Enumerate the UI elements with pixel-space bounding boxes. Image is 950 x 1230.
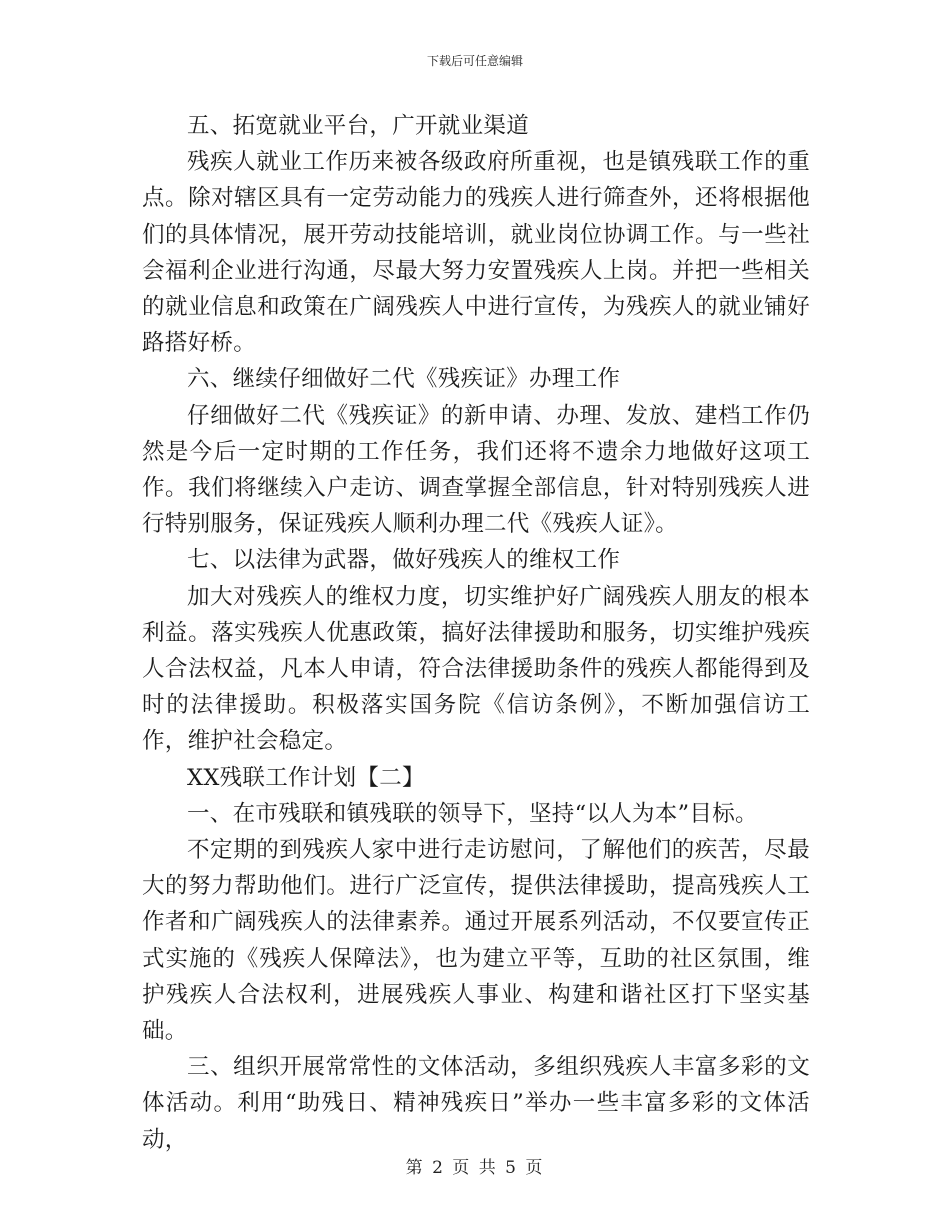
section-heading-7: 七、以法律为武器，做好残疾人的维权工作 [187, 547, 621, 574]
paragraph: 不定期的到残疾人家中进行走访慰问，了解他们的疾苦，尽最大的努力帮助他们。进行广泛宣传，提供法律援助，提高残疾人工作者和广阔残疾人的法律素养。通过开展系列活动，不仅要宣传正式实施的《残疾人保障法》，也为建立平等，互助的社区氛围，维护残疾人合法权利，进展残疾人事业、构建和谐社区打下坚实基础。 [142, 837, 810, 1045]
paragraph: 加大对残疾人的维权力度，切实维护好广阔残疾人朋友的根本利益。落实残疾人优惠政策，搞好法律援助和服务，切实维护残疾人合法权益，凡本人申请，符合法律援助条件的残疾人都能得到及时的法律援助。积极落实国务院《信访条例》，不断加强信访工作，维护社会稳定。 [142, 583, 810, 755]
section-heading-6: 六、继续仔细做好二代《残疾证》办理工作 [187, 366, 621, 393]
document-body [142, 108, 810, 1158]
paragraph: 残疾人就业工作历来被各级政府所重视，也是镇残联工作的重点。除对辖区具有一定劳动能力的残疾人进行筛查外，还将根据他们的具体情况，展开劳动技能培训，就业岗位协调工作。与一些社会福利企业进行沟通，尽最大努力安置残疾人上岗。并把一些相关的就业信息和政策在广阔残疾人中进行宣传，为残疾人的就业铺好路搭好桥。 [142, 149, 810, 357]
section-heading-5: 五、拓宽就业平台，广开就业渠道 [187, 113, 530, 139]
paragraph: 仔细做好二代《残疾证》的新申请、办理、发放、建档工作仍然是今后一定时期的工作任务，我们还将不遗余力地做好这项工作。我们将继续入户走访、调查掌握全部信息，针对特别残疾人进行特别服务，保证残疾人顺利办理二代《残疾人证》。 [142, 402, 810, 538]
plan-title: XX残联工作计划【二】 [187, 764, 425, 791]
section-heading-1: 一、在市残联和镇残联的领导下，坚持“以人为本”目标。 [187, 800, 758, 827]
page-number: 第 2 页 共 5 页 [405, 1158, 545, 1178]
page-header: 下载后可任意编辑 [426, 54, 523, 68]
paragraph: 三、组织开展常常性的文体活动，多组织残疾人丰富多彩的文体活动。利用“助残日、精神残疾日”举办一些丰富多彩的文体活动， [142, 1054, 810, 1153]
